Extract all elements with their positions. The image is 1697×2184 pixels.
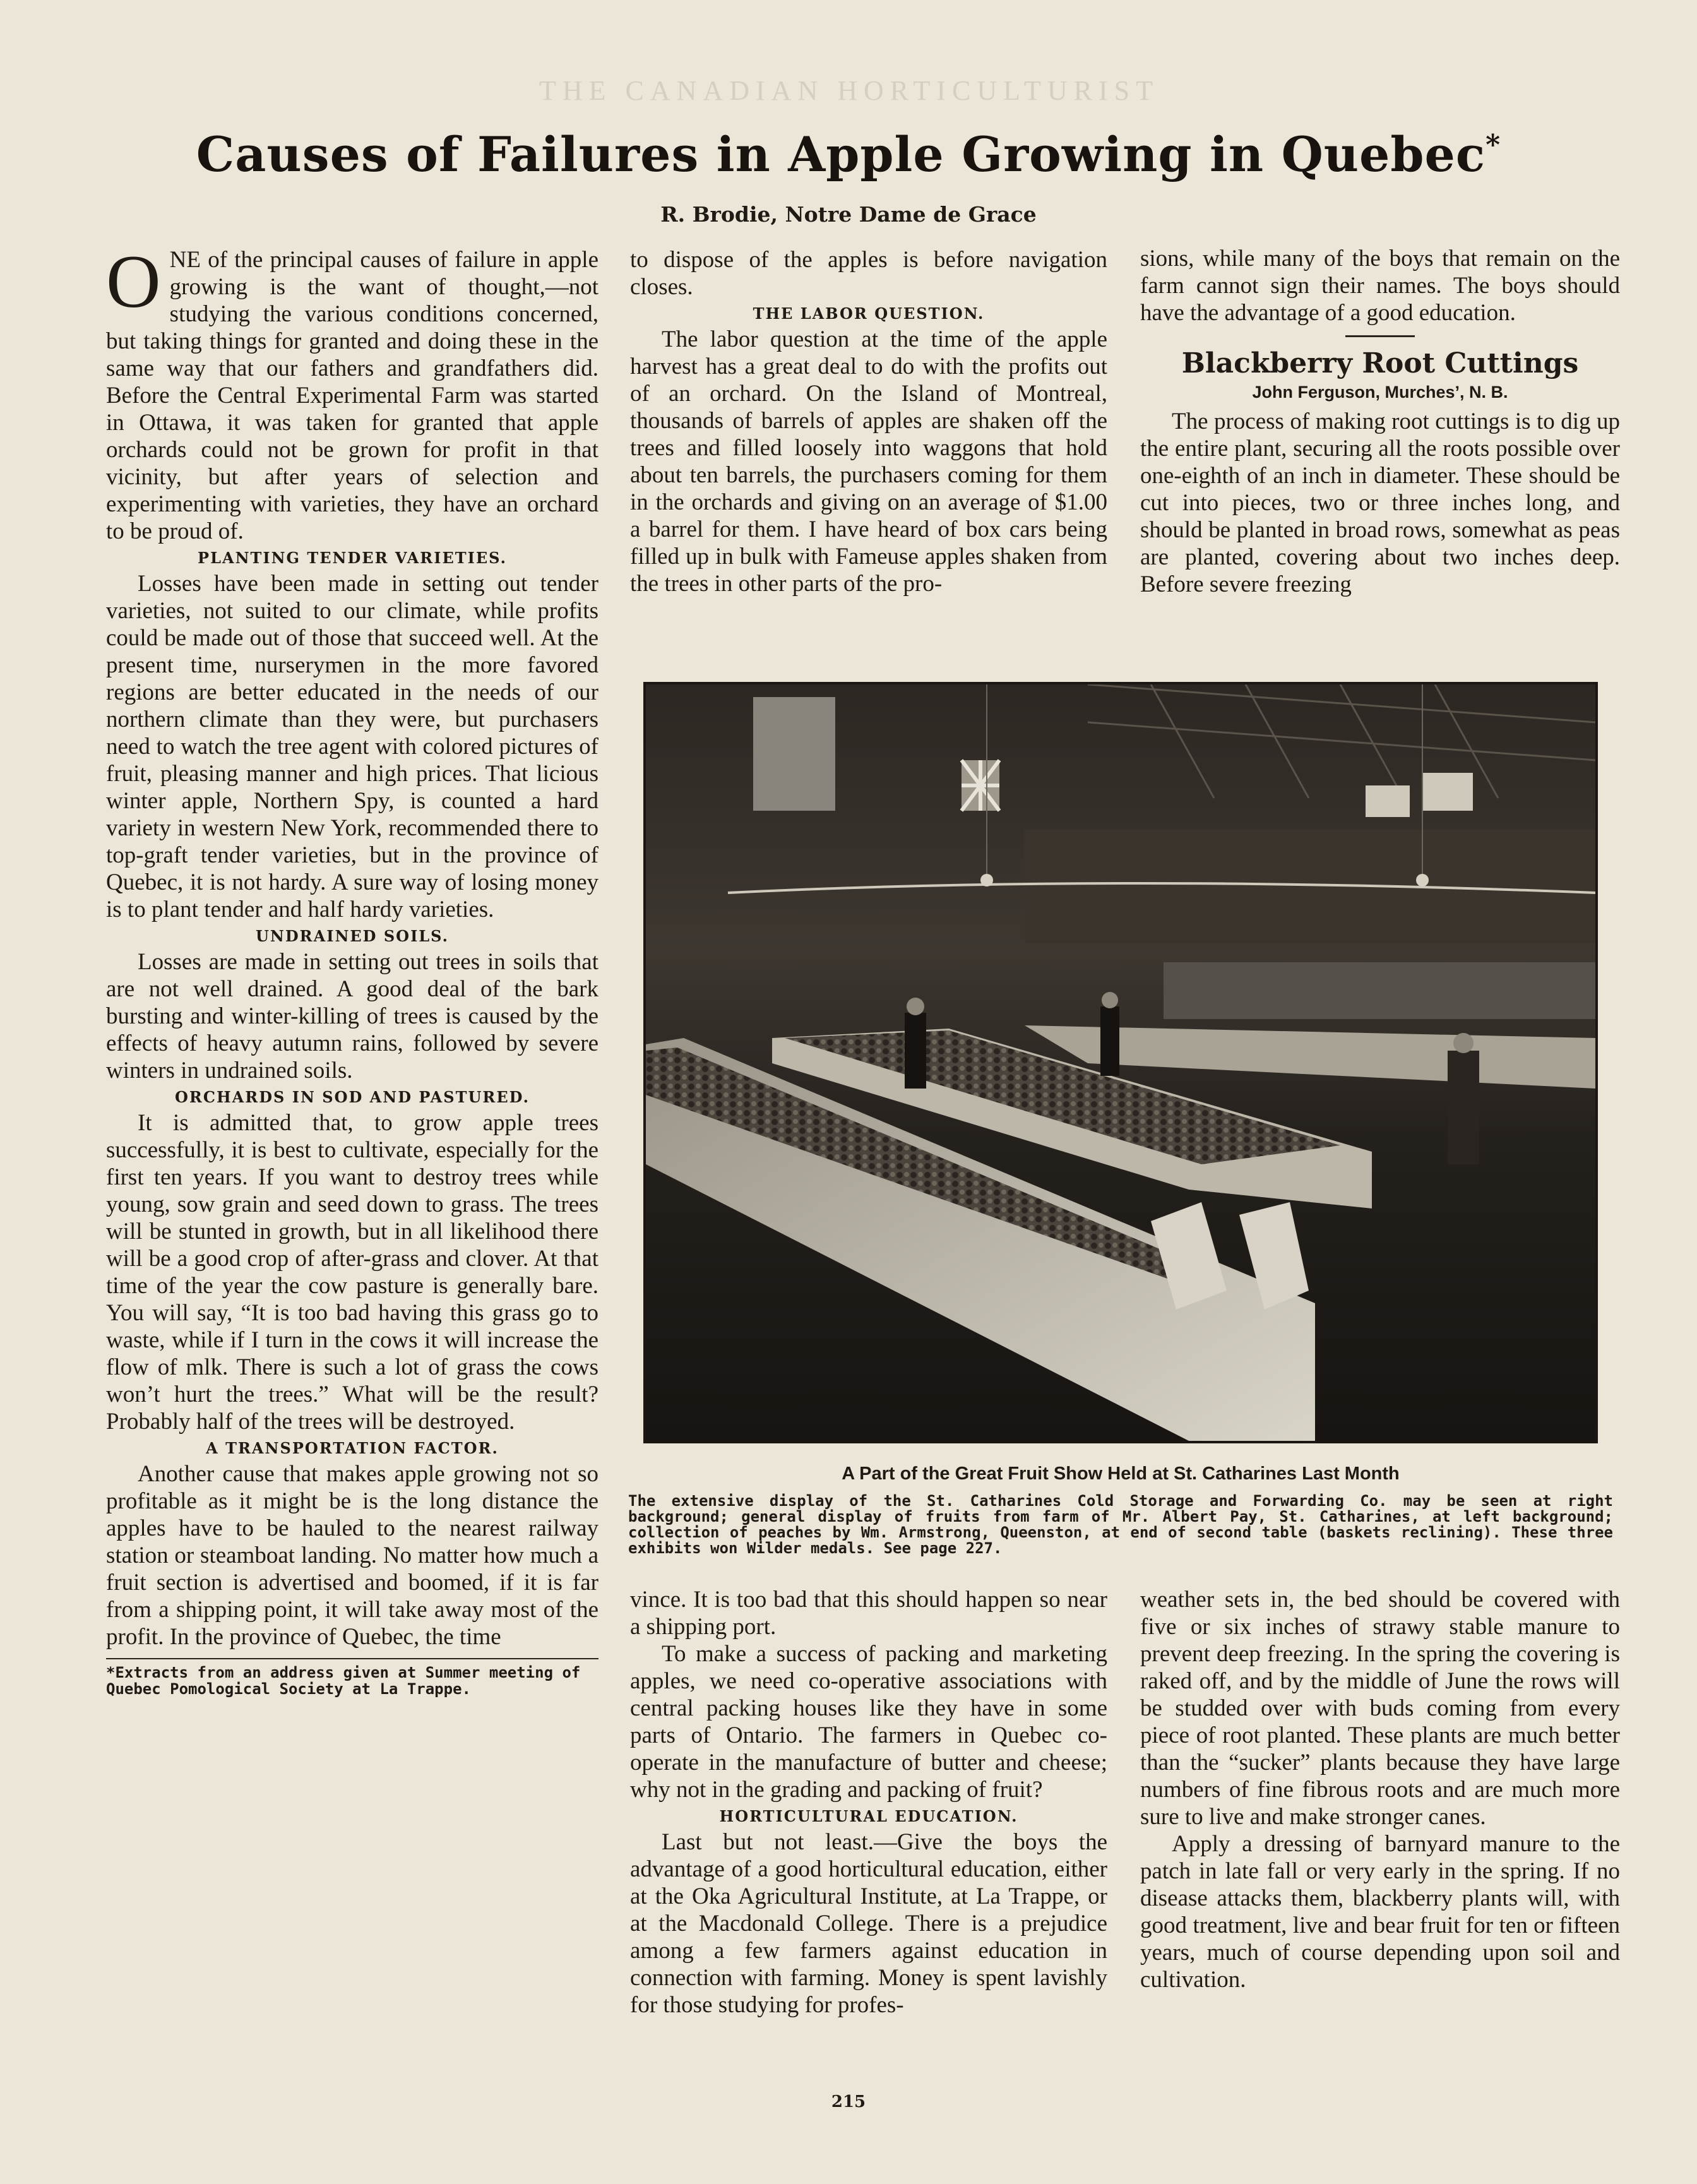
subarticle-title: Blackberry Root Cuttings bbox=[1181, 347, 1579, 379]
section-heading-planting: PLANTING TENDER VARIETIES. bbox=[198, 549, 507, 567]
section-heading-labor: THE LABOR QUESTION. bbox=[753, 304, 985, 323]
figure-1-head bbox=[907, 998, 924, 1015]
photo-illustration bbox=[646, 684, 1595, 1441]
figure-3-head bbox=[1453, 1033, 1474, 1053]
paragraph-education: Last but not least.—Give the boys the advantage of a good horticultural education, either at the Oka Agricultural Institute, at La Trappe, or at the Macdonald College. There is a prejudice among a few farmers against education in connection with farming. Money is spent lavishly for those studying for profes- bbox=[630, 1829, 1107, 2018]
section-heading-sod: ORCHARDS IN SOD AND PASTURED. bbox=[175, 1088, 530, 1106]
paragraph-shipping-port: vince. It is too bad that this should happen so near a shipping port. bbox=[630, 1587, 1107, 1640]
figure-1 bbox=[905, 1013, 926, 1089]
figure-3 bbox=[1448, 1051, 1479, 1164]
intro-paragraph bbox=[106, 239, 598, 545]
wall-sign bbox=[1366, 785, 1410, 817]
rear-display bbox=[1164, 962, 1595, 1019]
photo-caption-text: The extensive display of the St. Catharines Cold Storage and Forwarding Co. may be seen at right background; general display of fruits from farm of Mr. Albert Pay, St. Catharines, at left background; collection of peaches by Wm. Armstrong, Queenston, at end of second table (baskets reclining). These three exhibits won Wilder medals. See page 227. bbox=[628, 1492, 1613, 1557]
intro-paragraph-text: NE of the principal causes of failure in apple growing is the want of thought,—not studying the various conditions concerned, but taking things for granted and doing these in the same way that our fathers and grandfathers did. Before the Central Experimental Farm was started in Ottawa, it was taken for granted that apple orchards could not be grown for profit in that vicinity, but after years of selection and experimenting with varieties, they have an orchard to be proud of. bbox=[106, 247, 598, 544]
hanging-banner bbox=[753, 697, 835, 811]
subarticle-byline: John Ferguson, Murches’, N. B. bbox=[1252, 383, 1508, 402]
section-divider bbox=[1345, 335, 1415, 337]
article-title bbox=[0, 126, 1697, 182]
figure-2 bbox=[1100, 1006, 1119, 1076]
page-number: 215 bbox=[831, 2092, 866, 2111]
section-heading-transport: A TRANSPORTATION FACTOR. bbox=[206, 1439, 499, 1457]
back-wall bbox=[1025, 830, 1595, 943]
paragraph-root-cuttings: The process of making root cuttings is to dig up the entire plant, securing all the roots possible over one-eighth of an inch in diameter. These should be cut into pieces, two or three inches long, and should be planted in broad rows, somewhat as peas are planted, covering about two inches deep. Before severe freezing bbox=[1140, 409, 1620, 597]
paragraph-sod: It is admitted that, to grow apple trees successfully, it is best to cultivate, especially for the first ten years. If you want to destroy trees while young, sow grain and seed down to grass. The trees will be stunted in growth, but in all likelihood there will be a good crop of after-grass and clover. At that time of the year the cow pasture is generally bare. You will say, “It is too bad having this grass go to waste, while if I turn in the cows it will increase the flow of mlk. There is such a lot of grass the cows won’t hurt the trees.” What will be the result? Probably half of the trees will be destroyed. bbox=[106, 1110, 598, 1435]
paragraph-mulching: weather sets in, the bed should be covered with five or six inches of strawy stable manure to prevent deep freezing. In the spring the covering is raked off, and by the middle of June the rows will be studded over with buds coming from every piece of root planted. These plants are much better than the “sucker” plants because they have large numbers of fine fibrous roots and are much more sure to live and make stronger canes. bbox=[1140, 1587, 1620, 1830]
paragraph-labor: The labor question at the time of the apple harvest has a great deal to do with the profits out of an orchard. On the Island of Montreal, thousands of barrels of apples are shaken off the trees and filled loosely into waggons that hold about ten barrels, the purchasers coming for them in the orchards and giving on an average of $1.00 a barrel for them. I have heard of box cars being filled up in bulk with Fameuse apples shaken from the trees in other parts of the pro- bbox=[630, 326, 1107, 597]
article-title-text: Causes of Failures in Apple Growing in Quebec bbox=[196, 126, 1486, 182]
column-3-bottom bbox=[1140, 1586, 1620, 1993]
article-byline: R. Brodie, Notre Dame de Grace bbox=[660, 202, 1037, 227]
lamp-2 bbox=[1416, 874, 1429, 886]
paragraph-planting: Losses have been made in setting out tender varieties, not suited to our climate, while profits could be made out of those that succeed well. At the present time, nurserymen in the more favored regions are better educated in the needs of our northern climate than they were, but purchasers need to watch the tree agent with colored pictures of fruit, pleasing manner and high prices. That licious winter apple, Northern Spy, is counted a hard variety in western New York, recommended there to top-graft tender varieties, but in the province of Quebec, it is not hardy. A sure way of losing money is to plant tender and half hardy varieties. bbox=[106, 571, 598, 922]
running-head-bleedthrough: THE CANADIAN HORTICULTURIST bbox=[539, 75, 1159, 106]
section-heading-education: HORTICULTURAL EDUCATION. bbox=[719, 1807, 1018, 1825]
paragraph-navigation: to dispose of the apples is before navigation closes. bbox=[630, 247, 1107, 300]
column-3-top bbox=[1140, 245, 1620, 598]
photo-caption-title: A Part of the Great Fruit Show Held at St. Catharines Last Month bbox=[842, 1464, 1400, 1484]
section-heading-undrained: UNDRAINED SOILS. bbox=[255, 927, 450, 945]
drop-cap: O bbox=[106, 239, 161, 323]
paragraph-manure: Apply a dressing of barnyard manure to the patch in late fall or very early in the spring. If no disease attacks them, blackberry plants will, with good treatment, live and bear fruit for ten or fifteen years, much of course depending upon soil and cultivation. bbox=[1140, 1831, 1620, 1993]
paragraph-transport: Another cause that makes apple growing not so profitable as it might be is the long distance the apples have to be hauled to the nearest railway station or steamboat landing. No matter how much a fruit section is advertised and boomed, if it is far from a shipping point, it will take away most of the profit. In the province of Quebec, the time bbox=[106, 1461, 598, 1650]
lamp bbox=[980, 874, 993, 886]
fruit-show-photo bbox=[643, 682, 1598, 1443]
footnote-divider bbox=[106, 1658, 598, 1659]
paragraph-cooperative: To make a success of packing and marketing apples, we need co-operative associations with central packing houses like they have in some parts of Ontario. The farmers in Quebec co-operate in the manufacture of butter and cheese; why not in the grading and packing of fruit? bbox=[630, 1641, 1107, 1803]
paragraph-undrained: Losses are made in setting out trees in soils that are not well drained. A good deal of the bark bursting and winter-killing of trees is caused by the effects of heavy autumn rains, followed by severe winters in undrained soils. bbox=[106, 949, 598, 1083]
footnote: *Extracts from an address given at Summer meeting of Quebec Pomological Society at La Trappe. bbox=[106, 1664, 581, 1698]
title-footnote-mark: * bbox=[1486, 129, 1501, 161]
column-1 bbox=[106, 239, 598, 1698]
wall-sign-2 bbox=[1422, 773, 1473, 811]
paragraph-professions: sions, while many of the boys that remain on the farm cannot sign their names. The boys should have the advantage of a good education. bbox=[1140, 246, 1620, 326]
flag-cross bbox=[962, 760, 999, 811]
column-2-bottom bbox=[630, 1586, 1107, 2019]
figure-2-head bbox=[1102, 992, 1118, 1008]
column-2-top bbox=[630, 246, 1107, 597]
